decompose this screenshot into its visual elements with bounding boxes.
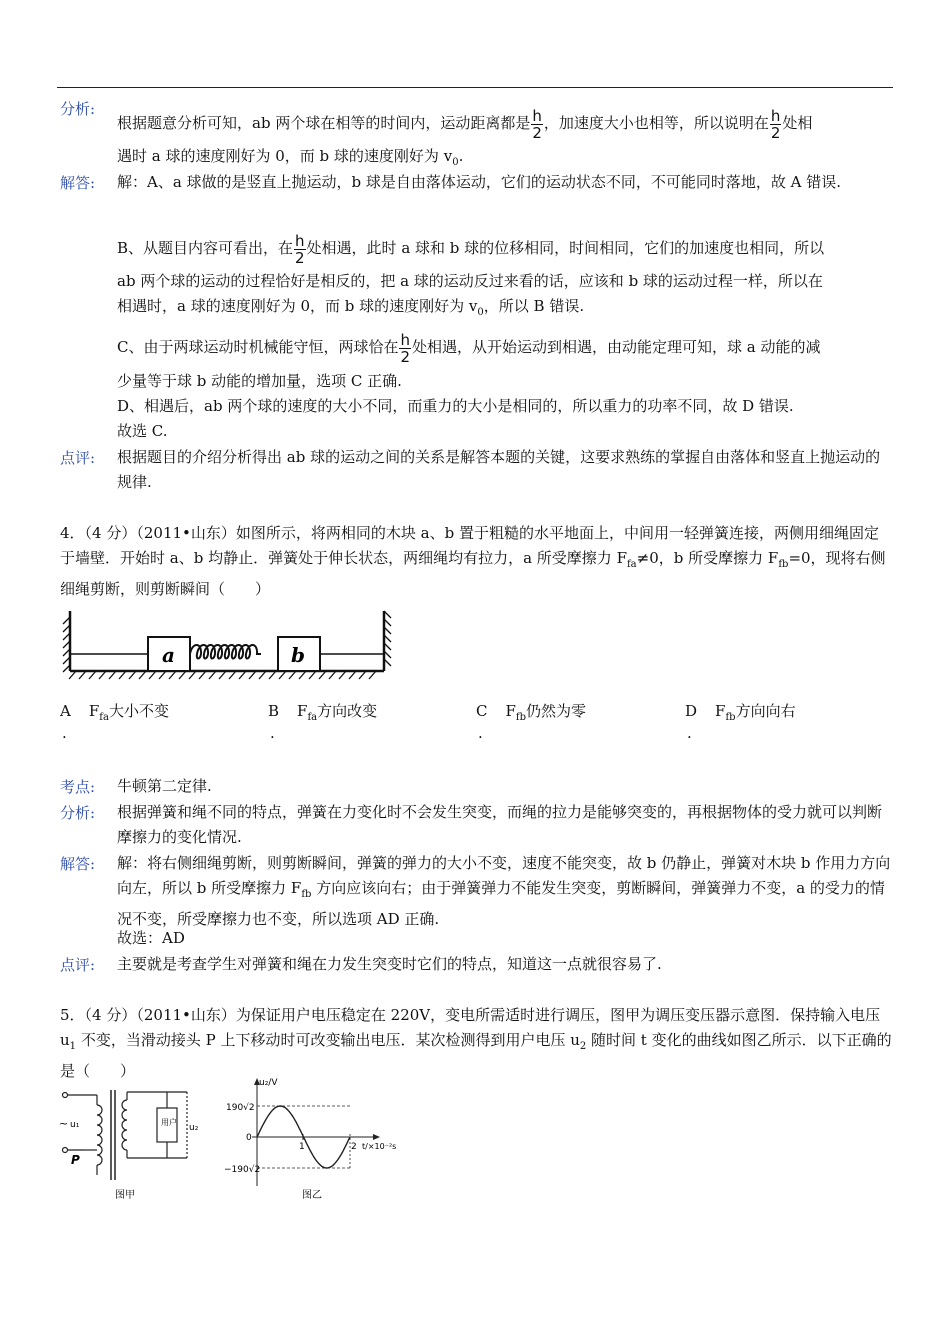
block-b-label: b	[291, 643, 305, 667]
analysis-line-1: 根据题意分析可知，ab 两个球在相等的时间内，运动距离都是 $\frac{h}{2}$ ，加速度大小也相等，所以说明在 $\frac{h}{2}$ 处相	[117, 106, 813, 142]
answer-c-line-2: 少量等于球 b 动能的增加量，选项 C 正确.	[117, 372, 402, 390]
option-a-dot: .	[62, 724, 67, 742]
answer-b-line-1: B、从题目内容可看出，在 $\frac{h}{2}$ 处相遇，此时 a 球和 b 球的位移相同，时间相同，它们的加速度也相同，所以	[117, 231, 825, 267]
comment-text: 根据题目的介绍分析得出 ab 球的运动之间的关系是解答本题的关键，这要求熟练的掌握自由落体和竖直上抛运动的规律.	[117, 448, 881, 491]
comment-label: 点评:	[60, 449, 96, 467]
fraction-h-over-2: $\frac{h}{2}$	[400, 330, 411, 366]
q5-figure-jia-transformer	[57, 1080, 217, 1205]
y-axis-label: u₂/V	[259, 1078, 278, 1088]
q4-stem: 4．（4 分）（2011•山东）如图所示，将两相同的木块 a、b 置于粗糙的水平地面上，中间用一轻弹簧连接，两侧用细绳固定于墙壁．开始时 a、b 均静止．弹簧处于伸长状态，两细绳均有拉力，a 所受摩擦力 $F_{fa}\ne 0$，b 所受摩擦力 $F_{fb}=0$，现将右侧细绳剪断，则剪断瞬间（ ）	[60, 524, 886, 598]
ac-source-symbol: ~	[59, 1117, 69, 1130]
u2-label: u₂	[189, 1123, 199, 1133]
y-tick-top: 190√2	[226, 1103, 255, 1113]
q4-point: 牛顿第二定律.	[117, 777, 212, 795]
fig-yi-caption: 图乙	[302, 1190, 322, 1201]
option-c[interactable]: C $F_{fb}$仍然为零	[476, 702, 587, 723]
q4-block-spring-figure	[62, 607, 402, 689]
q4-answer-label: 解答:	[60, 855, 96, 873]
q5-figure-yi-voltage-curve	[224, 1076, 397, 1206]
analysis-line-2: 遇时 a 球的速度刚好为 0，而 b 球的速度刚好为 $v_0$.	[117, 147, 464, 168]
q4-analysis-label: 分析:	[60, 804, 96, 822]
option-c-dot: .	[478, 724, 483, 742]
q4-comment: 主要就是考查学生对弹簧和绳在力发生突变时它们的特点，知道这一点就很容易了.	[117, 955, 662, 973]
answer-b-line-3: 相遇时，a 球的速度刚好为 0，而 b 球的速度刚好为 $v_0$，所以 B 错误.	[117, 297, 585, 318]
analysis-label: 分析:	[60, 100, 96, 118]
q4-comment-label: 点评:	[60, 956, 96, 974]
fraction-h-over-2: $\frac{h}{2}$	[532, 106, 542, 142]
q4-answer: 解：将右侧细绳剪断，则剪断瞬间，弹簧的弹力的大小不变，速度不能突变，故 b 仍静止，弹簧对木块 b 作用力方向向左，所以 b 所受摩擦力 $F_{fb}$ 方向应该向右；由于弹簧弹力不能发生突变，剪断瞬间，弹簧弹力不变，a 的受力的情况不变，所受摩擦力也不变，所以选项 AD 正确.	[117, 854, 891, 928]
y-tick-zero: 0	[246, 1133, 252, 1143]
user-label: 用户	[161, 1118, 177, 1127]
x-axis-label: t/×10⁻²s	[362, 1142, 397, 1151]
answer-d: D、相遇后，ab 两个球的速度的大小不同，而重力的大小是相同的，所以重力的功率不同，故 D 错误.	[117, 397, 794, 415]
fraction-h-over-2: $\frac{h}{2}$	[295, 231, 305, 267]
q4-analysis: 根据弹簧和绳不同的特点，弹簧在力变化时不会发生突变，而绳的拉力是能够突变的，再根据物体的受力就可以判断摩擦力的变化情况.	[117, 803, 883, 846]
spring	[190, 645, 261, 659]
answer-a: 解：A、a 球做的是竖直上抛运动，b 球是自由落体运动，它们的运动状态不同，不可能同时落地，故 A 错误.	[117, 173, 842, 191]
option-a[interactable]: A $F_{fa}$大小不变	[60, 702, 169, 723]
answer-b-line-2: ab 两个球的运动的过程恰好是相反的，把 a 球的运动反过来看的话，应该和 b 球的运动过程一样，所以在	[117, 272, 823, 290]
q4-point-label: 考点:	[60, 778, 96, 796]
option-d[interactable]: D $F_{fb}$方向向右	[685, 702, 796, 723]
option-d-dot: .	[687, 724, 692, 742]
option-b[interactable]: B $F_{fa}$方向改变	[268, 702, 378, 723]
q5-stem: 5．（4 分）（2011•山东）为保证用户电压稳定在 220V，变电所需适时进行调压，图甲为调压变压器示意图．保持输入电压 $u_1$ 不变，当滑动接头 P 上下移动时可改变输出电压．某次检测得到用户电压 $u_2$ 随时间 t 变化的曲线如图乙所示．以下正确的是（ ）	[60, 1006, 892, 1080]
u1-label: u₁	[70, 1120, 80, 1130]
top-rule	[57, 87, 893, 88]
x-tick-1: 1	[299, 1142, 305, 1152]
option-b-dot: .	[270, 724, 275, 742]
p-label: P	[71, 1153, 80, 1167]
q4-answer-choice: 故选：AD	[117, 929, 185, 947]
answer-c-line-1: C、由于两球运动时机械能守恒，两球恰在 $\frac{h}{2}$ 处相遇，从开始运动到相遇，由动能定理可知，球 a 动能的减	[117, 330, 821, 366]
y-tick-bottom: −190√2	[224, 1165, 261, 1175]
block-a-label: a	[162, 643, 175, 667]
fraction-h-over-2: $\frac{h}{2}$	[770, 106, 781, 142]
answer-choice: 故选 C.	[117, 422, 168, 440]
fig-jia-caption: 图甲	[115, 1190, 135, 1201]
x-tick-2: 2	[351, 1142, 357, 1152]
answer-label: 解答:	[60, 174, 96, 192]
